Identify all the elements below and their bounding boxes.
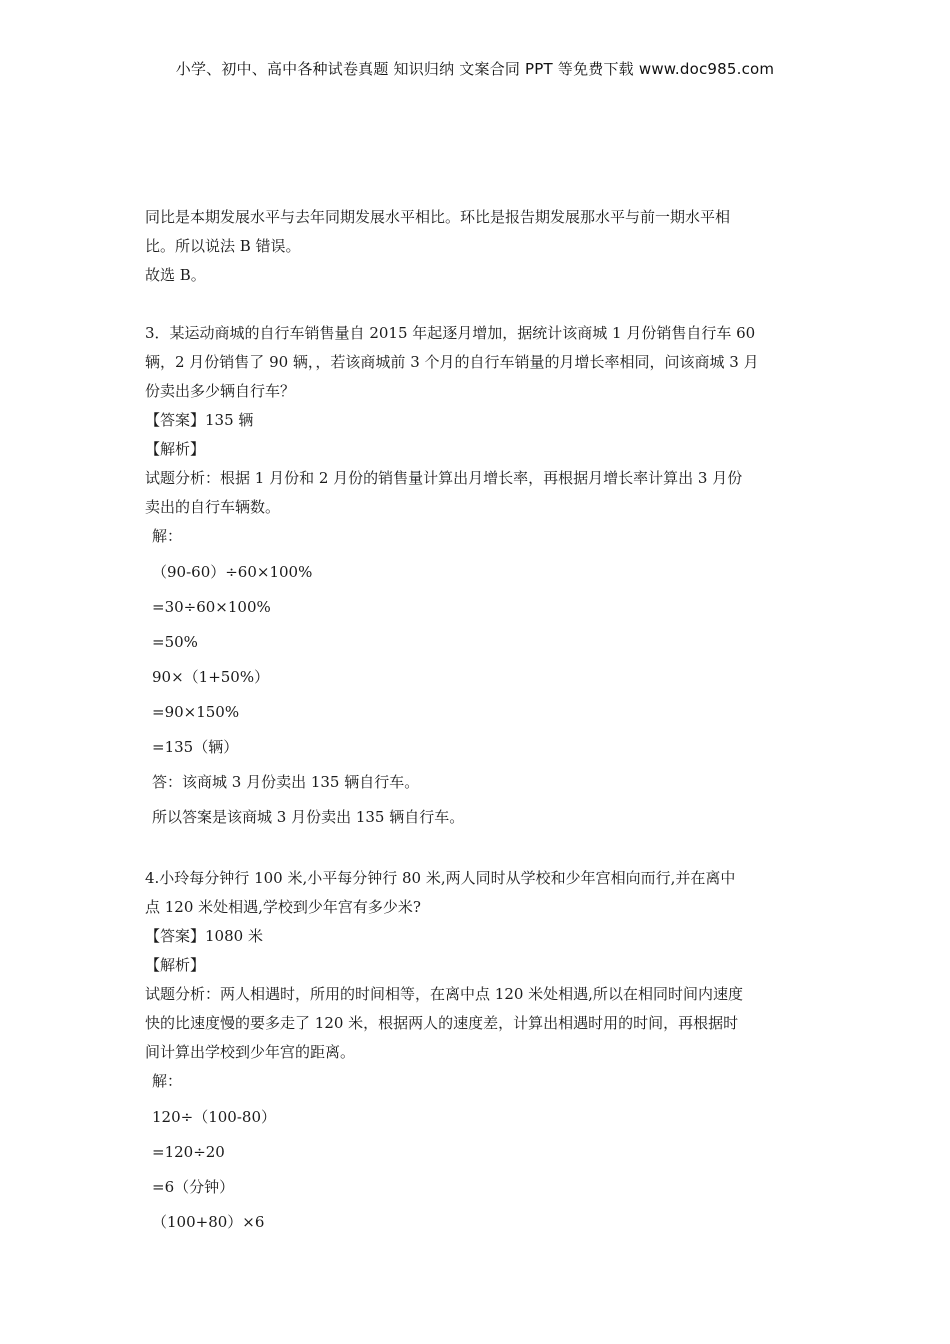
calc-step: =6（分钟） xyxy=(152,1178,235,1196)
solution-label: 解： xyxy=(152,527,183,545)
answer-statement: 答：该商城 3 月份卖出 135 辆自行车。 xyxy=(152,773,420,791)
document-body xyxy=(145,203,810,1240)
answer-statement: 所以答案是该商城 3 月份卖出 135 辆自行车。 xyxy=(152,808,465,826)
intro-conclusion: 故选 B。 xyxy=(145,266,206,284)
question-3 xyxy=(145,319,810,835)
intro-line: 同比是本期发展水平与去年同期发展水平相比。环比是报告期发展那水平与前一期水平相 xyxy=(145,208,731,226)
question-text: 点 120 米处相遇,学校到少年宫有多少米? xyxy=(145,898,421,916)
analysis-text: 卖出的自行车辆数。 xyxy=(145,498,281,516)
analysis-text: 试题分析：两人相遇时，所用的时间相等，在离中点 120 米处相遇,所以在相同时间内速度 xyxy=(145,985,743,1003)
calc-step: =120÷20 xyxy=(152,1143,225,1161)
solution-label: 解： xyxy=(152,1072,183,1090)
intro-section xyxy=(145,203,810,290)
intro-line: 比。所以说法 B 错误。 xyxy=(145,237,301,255)
analysis-label: 【解析】 xyxy=(145,440,206,458)
page-header: 小学、初中、高中各种试卷真题 知识归纳 文案合同 PPT 等免费下载 www.doc985.com xyxy=(175,60,775,78)
calc-step: =50% xyxy=(152,633,198,651)
calc-step: =135（辆） xyxy=(152,738,239,756)
calc-step: 120÷（100-80） xyxy=(152,1108,276,1126)
answer-line: 【答案】135 辆 xyxy=(145,411,254,429)
calc-step: =30÷60×100% xyxy=(152,598,271,616)
calc-step: 90×（1+50%） xyxy=(152,668,270,686)
calc-step: =90×150% xyxy=(152,703,240,721)
question-text: 3．某运动商城的自行车销售量自 2015 年起逐月增加，据统计该商城 1 月份销售自行车 60 xyxy=(145,324,756,342)
question-text: 辆，2 月份销售了 90 辆，，若该商城前 3 个月的自行车销量的月增长率相同，问该商城 3 月 xyxy=(145,353,759,371)
analysis-label: 【解析】 xyxy=(145,956,206,974)
question-text: 4.小玲每分钟行 100 米,小平每分钟行 80 米,两人同时从学校和少年宫相向而行,并在离中 xyxy=(145,869,736,887)
question-text: 份卖出多少辆自行车？ xyxy=(145,382,296,400)
calc-step: （100+80）×6 xyxy=(152,1213,265,1231)
analysis-text: 间计算出学校到少年宫的距离。 xyxy=(145,1043,356,1061)
question-4 xyxy=(145,864,810,1240)
analysis-text: 快的比速度慢的要多走了 120 米，根据两人的速度差，计算出相遇时用的时间，再根据时 xyxy=(145,1014,739,1032)
answer-line: 【答案】1080 米 xyxy=(145,927,263,945)
calc-step: （90-60）÷60×100% xyxy=(152,563,313,581)
analysis-text: 试题分析：根据 1 月份和 2 月份的销售量计算出月增长率，再根据月增长率计算出 3 月份 xyxy=(145,469,743,487)
